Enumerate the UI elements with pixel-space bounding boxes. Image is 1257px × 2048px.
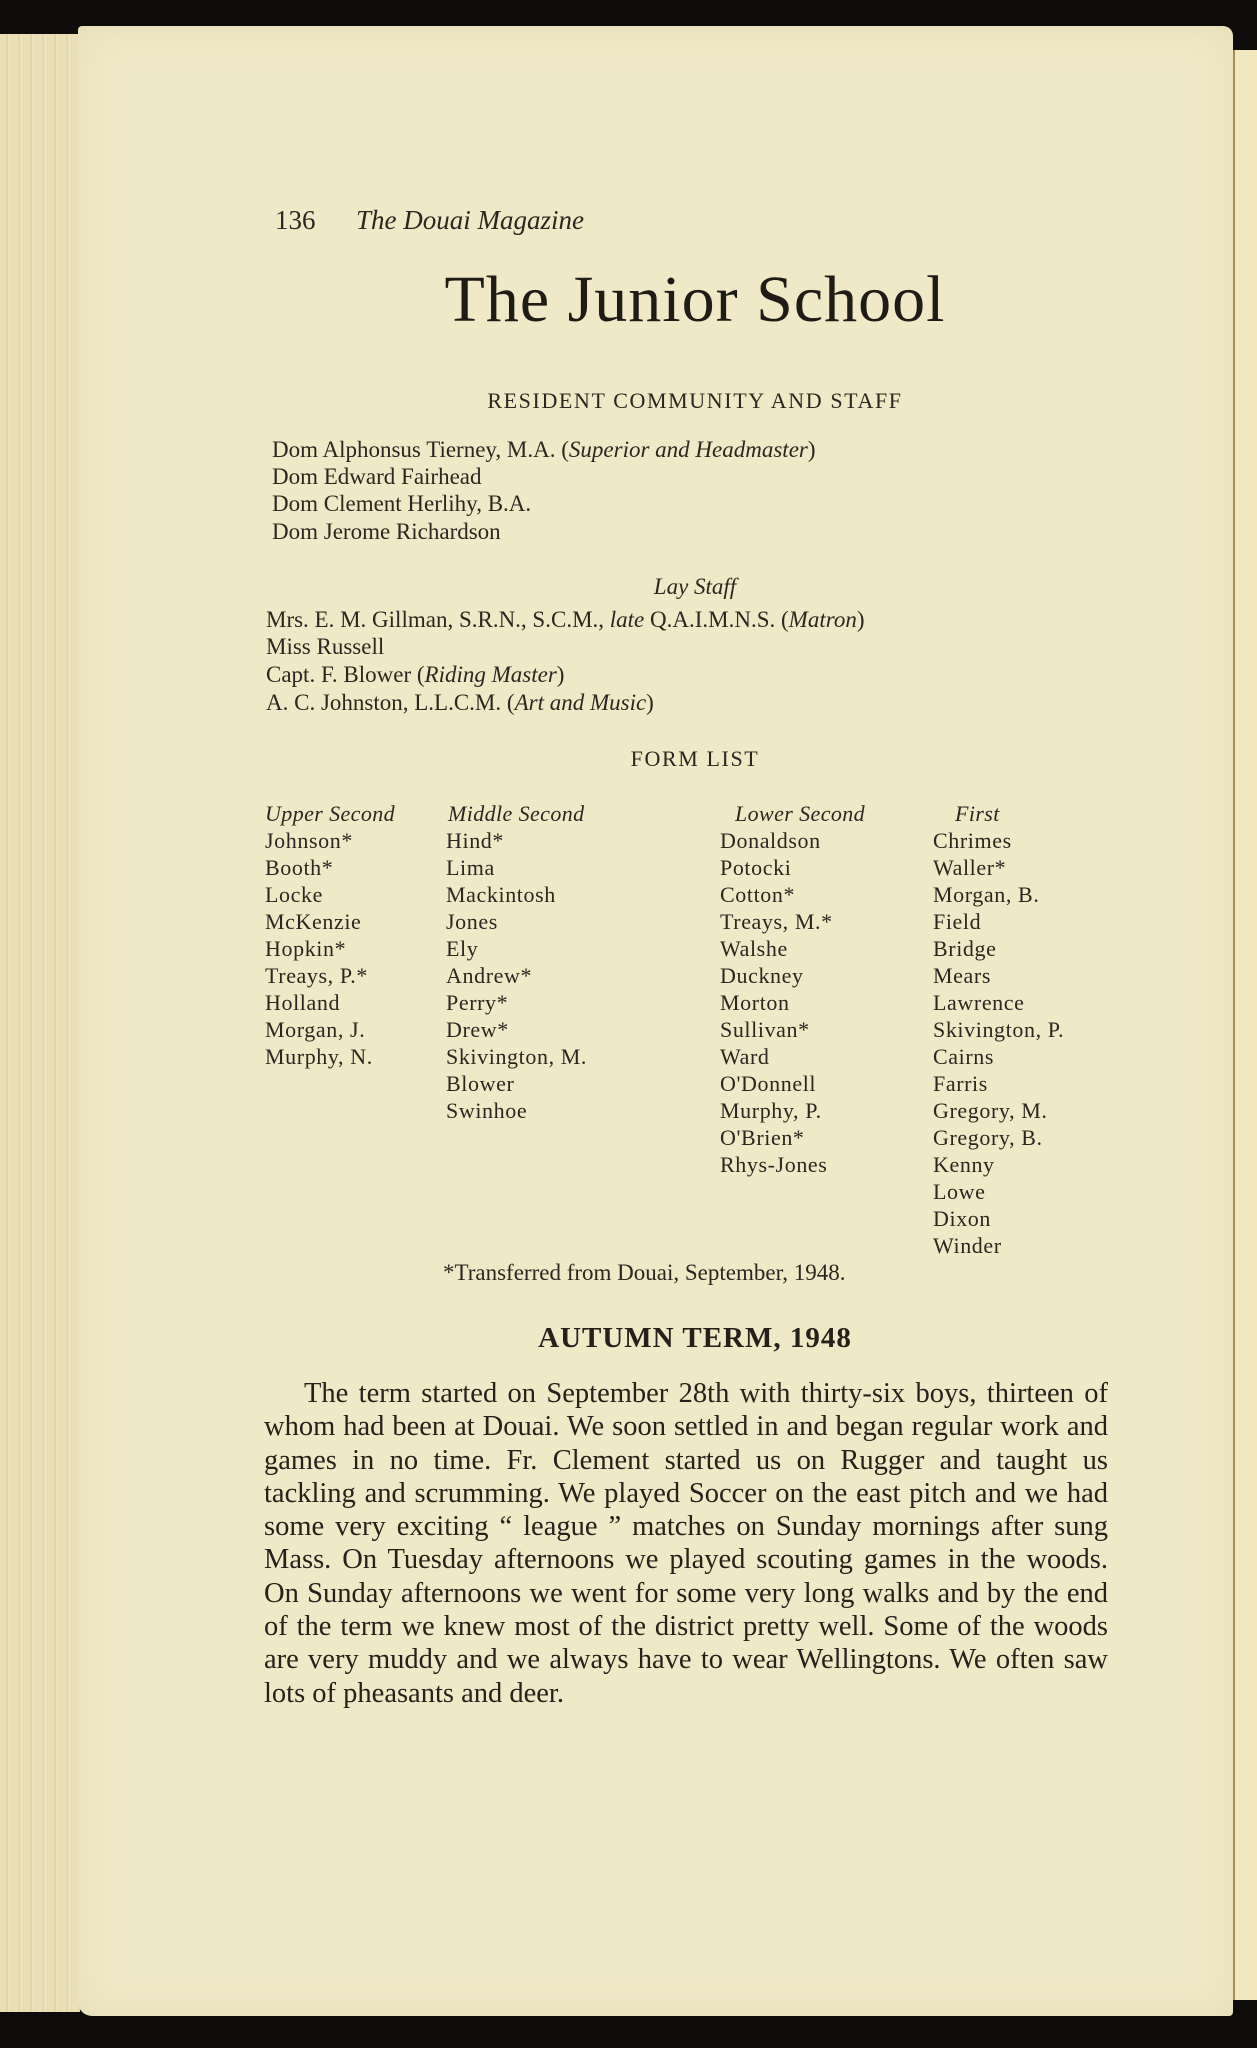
pupil-name: Duckney xyxy=(720,963,804,988)
pupil-name: Sullivan* xyxy=(720,1017,810,1042)
pupil-name: Field xyxy=(933,909,982,934)
pupil-name: O'Donnell xyxy=(720,1071,817,1096)
pupil-name: Winder xyxy=(933,1233,1002,1258)
autumn-term-heading: AUTUMN TERM, 1948 xyxy=(538,1322,852,1354)
lay-staff-member xyxy=(266,634,384,660)
pupil-name: Potocki xyxy=(720,855,792,880)
lay-staff-member: A. C. Johnston, L.L.C.M. (Art and Music) xyxy=(266,690,654,715)
staff-member xyxy=(272,464,482,490)
pupil-name: Blower xyxy=(446,1071,515,1096)
running-header: The Douai Magazine xyxy=(356,205,584,235)
pupil-name: Murphy, N. xyxy=(265,1044,373,1069)
pupil-name: McKenzie xyxy=(265,909,362,934)
pupil-name: Gregory, B. xyxy=(933,1125,1043,1150)
pupil-name: Morgan, B. xyxy=(933,882,1040,907)
staff-member: Dom Alphonsus Tierney, M.A. (Superior and Headmaster) xyxy=(272,437,816,462)
lay-staff-heading: Lay Staff xyxy=(653,574,737,599)
staff-qualification: Q.A.I.M.N.S. xyxy=(650,607,776,632)
form-name: Middle Second xyxy=(448,801,585,826)
pupil-name: Lowe xyxy=(933,1179,986,1204)
staff-name: Dom Edward Fairhead xyxy=(272,464,482,489)
pupil-name: Lawrence xyxy=(933,990,1025,1015)
pupil-name: Swinhoe xyxy=(446,1098,528,1123)
pupil-name: Bridge xyxy=(933,936,997,961)
page-number: 136 xyxy=(275,205,316,235)
pupil-name: Perry* xyxy=(446,990,509,1015)
pupil-name: Mackintosh xyxy=(446,882,556,907)
resident-heading: RESIDENT COMMUNITY AND STAFF xyxy=(487,388,903,413)
pupil-name: Skivington, M. xyxy=(446,1044,588,1069)
form-column xyxy=(933,800,1064,1259)
autumn-term-paragraph: The term started on September 28th with thirty-six boys, thirteen of whom had been at Douai. We soon settled in and began regular work and games in no time. Fr. Clement started us on Rugger and taught us tackling and scrumming. We played Soccer on the east pitch and we had some very exciting “ league ” matches on Sunday mornings after sung Mass. On Tuesday afternoons we played scouting games in the woods. On Sunday afternoons we went for some very long walks and by the end of the term we knew most of the district pretty well. Some of the woods are very muddy and we always have to wear Wellingtons. We often saw lots of pheasants and deer. xyxy=(264,1378,1108,1709)
pupil-name: Cotton* xyxy=(720,882,796,907)
page-edge-right xyxy=(1233,50,1257,2000)
pupil-name: O'Brien* xyxy=(720,1125,805,1150)
pupil-name: Walshe xyxy=(720,936,788,961)
pupil-name: Farris xyxy=(933,1071,988,1096)
staff-name: Dom Clement Herlihy, B.A. xyxy=(272,491,532,516)
pupil-name: Holland xyxy=(265,990,341,1015)
pupil-name: Ward xyxy=(720,1044,770,1069)
staff-name: Capt. F. Blower xyxy=(266,662,412,687)
staff-role: Riding Master xyxy=(424,662,557,687)
pupil-name: Jones xyxy=(446,909,498,934)
form-name: Lower Second xyxy=(735,801,866,826)
staff-name: Dom Jerome Richardson xyxy=(272,519,501,544)
pupil-name: Ely xyxy=(446,936,479,961)
pupil-name: Lima xyxy=(446,855,495,880)
pupil-name: Rhys-Jones xyxy=(720,1152,828,1177)
form-column xyxy=(720,800,865,1178)
pupil-name: Hopkin* xyxy=(265,936,347,961)
staff-role: Art and Music xyxy=(514,690,647,715)
staff-name: Dom Alphonsus Tierney, M.A. xyxy=(272,437,556,462)
staff-member xyxy=(272,519,501,545)
pupil-name: Chrimes xyxy=(933,828,1012,853)
pupil-name: Morgan, J. xyxy=(265,1017,366,1042)
staff-name: Mrs. E. M. Gillman, S.R.N., S.C.M., xyxy=(266,607,605,632)
pupil-name: Andrew* xyxy=(446,963,533,988)
form-list-heading: FORM LIST xyxy=(630,746,760,771)
staff-role: Matron xyxy=(788,607,857,632)
pupil-name: Booth* xyxy=(265,855,334,880)
page-title: The Junior School xyxy=(444,263,946,336)
lay-staff-member: Capt. F. Blower (Riding Master) xyxy=(266,662,565,687)
form-column xyxy=(265,800,395,1070)
pupil-name: Treays, P.* xyxy=(265,963,368,988)
pupil-name: Waller* xyxy=(933,855,1007,880)
pupil-name: Kenny xyxy=(933,1152,995,1177)
pupil-name: Mears xyxy=(933,963,991,988)
pupil-name: Johnson* xyxy=(265,828,353,853)
pupil-name: Cairns xyxy=(933,1044,995,1069)
pupil-name: Murphy, P. xyxy=(720,1098,822,1123)
staff-role: Superior and Headmaster xyxy=(568,437,808,462)
pupil-name: Drew* xyxy=(446,1017,509,1042)
pupil-name: Morton xyxy=(720,990,790,1015)
staff-name: Miss Russell xyxy=(266,634,385,659)
pupil-name: Treays, M.* xyxy=(720,909,833,934)
lay-staff-member: Mrs. E. M. Gillman, S.R.N., S.C.M., late Q.A.I.M.N.S. (Matron) xyxy=(266,607,865,632)
form-name: Upper Second xyxy=(265,801,396,826)
staff-member xyxy=(272,491,531,517)
pupil-name: Hind* xyxy=(446,828,504,853)
staff-name: A. C. Johnston, L.L.C.M. xyxy=(266,690,502,715)
form-name: First xyxy=(955,801,1000,826)
form-column xyxy=(446,800,587,1124)
pupil-name: Donaldson xyxy=(720,828,821,853)
pupil-name: Dixon xyxy=(933,1206,991,1231)
pupil-name: Skivington, P. xyxy=(933,1017,1065,1042)
staff-note: late xyxy=(609,607,645,632)
pupil-name: Locke xyxy=(265,882,323,907)
pupil-name: Gregory, M. xyxy=(933,1098,1048,1123)
footnote: *Transferred from Douai, September, 1948. xyxy=(443,1260,846,1285)
